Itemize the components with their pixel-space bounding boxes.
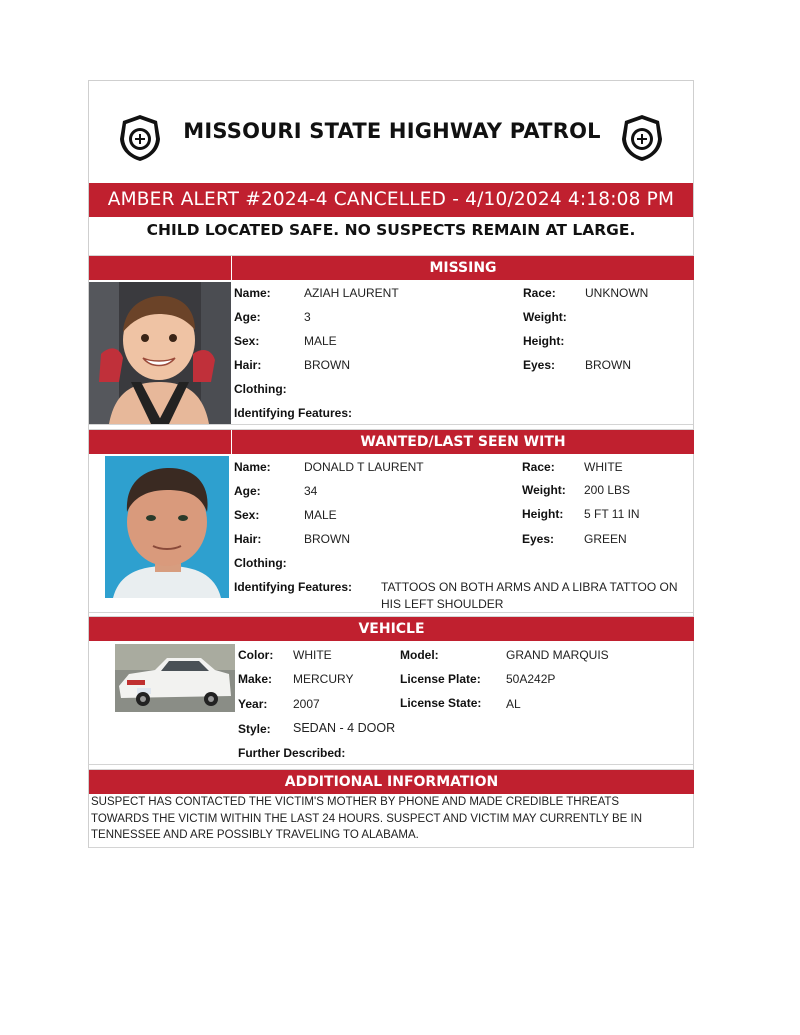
sex-label: Sex: [234, 508, 260, 522]
page-title: MISSOURI STATE HIGHWAY PATROL [183, 119, 601, 143]
height-label: Height: [523, 334, 565, 348]
features-value-line2: HIS LEFT SHOULDER [381, 597, 504, 611]
alert-status: CHILD LOCATED SAFE. NO SUSPECTS REMAIN AT LARGE. [146, 221, 636, 239]
age-value: 3 [304, 310, 311, 324]
eyes-value: GREEN [584, 532, 627, 546]
additional-info-line: TENNESSEE AND ARE POSSIBLY TRAVELING TO ALABAMA. [91, 829, 419, 841]
section-bar-left [89, 430, 231, 454]
year-label: Year: [238, 697, 268, 711]
age-label: Age: [234, 484, 261, 498]
age-label: Age: [234, 310, 261, 324]
section-title: ADDITIONAL INFORMATION [89, 770, 694, 794]
section-title: WANTED/LAST SEEN WITH [232, 430, 694, 454]
name-value: AZIAH LAURENT [304, 286, 399, 300]
sex-value: MALE [304, 334, 337, 348]
color-value: WHITE [293, 648, 332, 662]
height-label: Height: [522, 507, 564, 521]
name-label: Name: [234, 460, 271, 474]
eyes-value: BROWN [585, 358, 631, 372]
header [89, 81, 693, 183]
license-plate-label: License Plate: [400, 672, 481, 686]
hair-value: BROWN [304, 532, 350, 546]
eyes-label: Eyes: [522, 532, 555, 546]
highway-patrol-seal-icon [117, 113, 163, 163]
section-bar-left [89, 256, 231, 280]
additional-info-section [89, 769, 693, 848]
clothing-label: Clothing: [234, 382, 287, 396]
race-value: WHITE [584, 460, 623, 474]
features-label: Identifying Features: [234, 406, 353, 420]
style-value: SEDAN - 4 DOOR [293, 721, 396, 735]
race-value: UNKNOWN [585, 286, 649, 300]
race-label: Race: [522, 460, 555, 474]
alert-banner: AMBER ALERT #2024-4 CANCELLED - 4/10/2024 4:18:08 PM [89, 183, 693, 217]
year-value: 2007 [293, 697, 320, 711]
amber-alert-sheet [88, 80, 694, 848]
eyes-label: Eyes: [523, 358, 556, 372]
features-value: TATTOOS ON BOTH ARMS AND A LIBRA TATTOO ON [381, 580, 678, 594]
make-value: MERCURY [293, 672, 354, 686]
style-label: Style: [238, 722, 271, 736]
make-label: Make: [238, 672, 273, 686]
license-state-value: AL [506, 697, 521, 711]
hair-value: BROWN [304, 358, 350, 372]
license-plate-value: 50A242P [506, 672, 556, 686]
vehicle-section [89, 616, 693, 765]
additional-info-text [91, 794, 681, 844]
age-value: 34 [304, 484, 318, 498]
wanted-section [89, 429, 693, 613]
section-title: VEHICLE [89, 617, 694, 641]
clothing-label: Clothing: [234, 556, 287, 570]
missing-section [89, 255, 693, 425]
additional-info-line: TOWARDS THE VICTIM WITHIN THE LAST 24 HOURS. SUSPECT AND VICTIM MAY CURRENTLY BE IN [91, 812, 643, 825]
height-value: 5 FT 11 IN [584, 507, 640, 521]
race-label: Race: [523, 286, 556, 300]
vehicle-photo [115, 644, 235, 712]
model-value: GRAND MARQUIS [506, 648, 609, 662]
highway-patrol-seal-icon [619, 113, 665, 163]
weight-value: 200 LBS [584, 483, 631, 497]
name-value: DONALD T LAURENT [304, 460, 424, 474]
model-label: Model: [400, 648, 439, 662]
further-described-label: Further Described: [238, 746, 346, 760]
hair-label: Hair: [234, 532, 262, 546]
sex-label: Sex: [234, 334, 260, 348]
missing-child-photo [89, 282, 231, 424]
name-label: Name: [234, 286, 271, 300]
section-title: MISSING [232, 256, 694, 280]
features-label: Identifying Features: [234, 580, 353, 594]
additional-info-line: SUSPECT HAS CONTACTED THE VICTIM'S MOTHER BY PHONE AND MADE CREDIBLE THREATS [91, 796, 620, 808]
weight-label: Weight: [522, 483, 566, 497]
weight-label: Weight: [523, 310, 567, 324]
color-label: Color: [238, 648, 274, 662]
suspect-photo [105, 456, 229, 598]
hair-label: Hair: [234, 358, 262, 372]
license-state-label: License State: [400, 696, 482, 710]
sex-value: MALE [304, 508, 337, 522]
